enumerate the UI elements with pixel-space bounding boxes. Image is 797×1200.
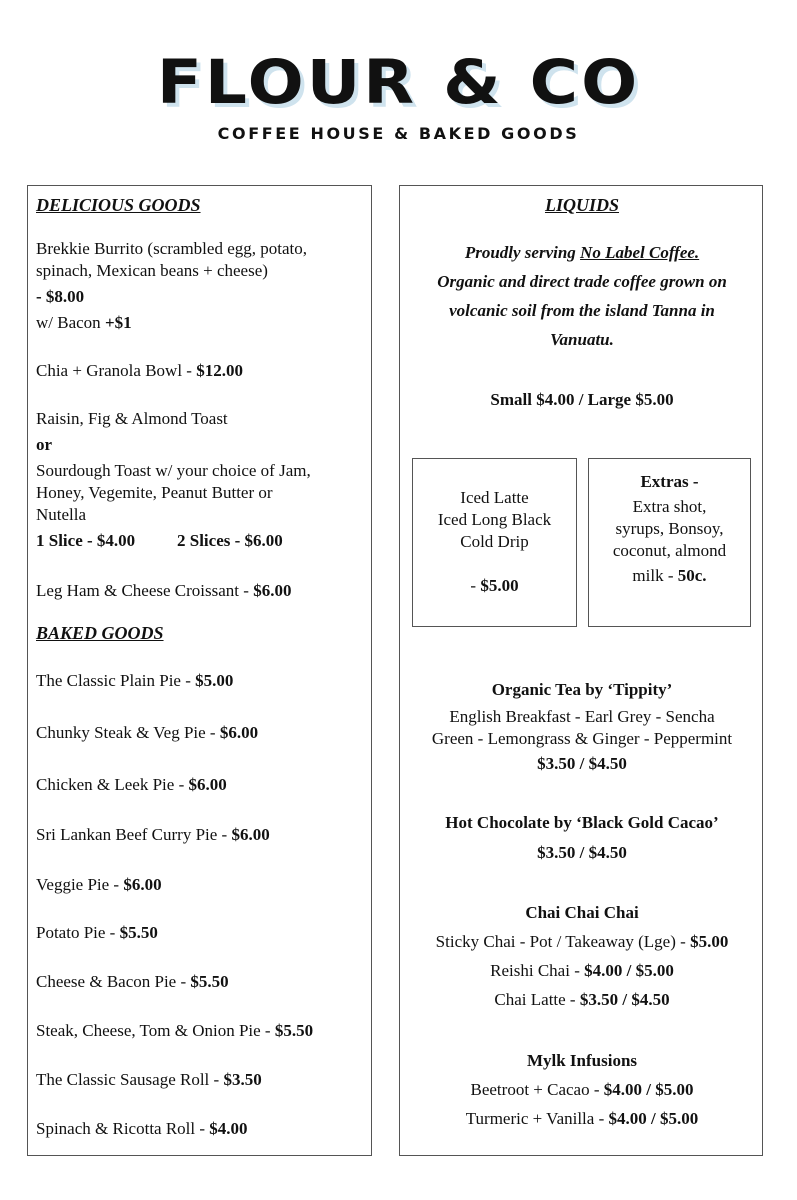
section-title-baked-goods: BAKED GOODS [36, 623, 164, 643]
menu-item-description: spinach, Mexican beans + cheese) [36, 261, 268, 280]
menu-item-addon [36, 312, 132, 334]
menu-item-price: 2 Slices - $6.00 [177, 531, 283, 550]
addon-price: +$1 [104, 313, 132, 332]
tea-title: Organic Tea by ‘Tippity’ [491, 680, 673, 699]
section-title-liquids: LIQUIDS [544, 195, 619, 215]
drink-item: Cold Drip [460, 532, 529, 551]
extras-item: coconut, almond [612, 541, 727, 560]
mylk-price: $4.00 / $5.00 [608, 1109, 699, 1128]
coffee-intro-line: Vanuatu. [550, 330, 614, 349]
extras-price: 50c. [677, 566, 707, 585]
chai-item [400, 931, 764, 953]
mylk-label: Beetroot + Cacao - [470, 1080, 604, 1099]
mylk-item [400, 1108, 764, 1130]
coffee-brand: No Label Coffee. [580, 243, 700, 262]
menu-item-label: Chicken & Leek Pie - [36, 775, 189, 794]
menu-item-price: $12.00 [196, 361, 243, 380]
brand-tagline: COFFEE HOUSE & BAKED GOODS [217, 124, 580, 143]
menu-item-label: Cheese & Bacon Pie - [36, 972, 191, 991]
chai-price: $4.00 / $5.00 [584, 961, 674, 980]
menu-item-label: Chunky Steak & Veg Pie - [36, 723, 220, 742]
menu-item-label: Sri Lankan Beef Curry Pie - [36, 825, 232, 844]
food-menu-panel [27, 185, 372, 1156]
tea-options: English Breakfast - Earl Grey - Sencha [449, 707, 715, 726]
menu-item [36, 922, 158, 944]
menu-item-label: Leg Ham & Cheese Croissant - [36, 581, 254, 600]
drinks-menu-panel [399, 185, 763, 1156]
addon-label: w/ Bacon [36, 313, 105, 332]
menu-item-description: Nutella [36, 505, 87, 524]
menu-item-price: 1 Slice - $4.00 [36, 531, 136, 550]
drink-item: Iced Long Black [437, 510, 552, 529]
menu-item-price: $6.00 [219, 723, 259, 742]
menu-item-price: - $8.00 [36, 287, 85, 306]
extras-label: milk - [632, 566, 678, 585]
price-value: $5.00 [480, 576, 519, 595]
menu-item [36, 722, 258, 744]
chai-item [400, 989, 764, 1011]
menu-item-price: $5.50 [190, 972, 229, 991]
extras-price-line [589, 565, 750, 587]
chai-label: Sticky Chai - Pot / Takeaway (Lge) - [435, 932, 691, 951]
menu-item [36, 874, 162, 896]
menu-item [36, 824, 270, 846]
tea-options: Green - Lemongrass & Ginger - Peppermint [431, 729, 733, 748]
extras-item: syrups, Bonsoy, [615, 519, 724, 538]
menu-item [36, 670, 233, 692]
menu-item-price: $6.00 [253, 581, 292, 600]
chai-label: Reishi Chai - [490, 961, 585, 980]
coffee-intro-line: Organic and direct trade coffee grown on [437, 272, 727, 291]
menu-item-description: Sourdough Toast w/ your choice of Jam, [36, 461, 311, 480]
mylk-price: $4.00 / $5.00 [603, 1080, 694, 1099]
menu-item-price: $5.00 [195, 671, 234, 690]
brand-logo: FLOUR & CO [156, 47, 641, 118]
menu-item [36, 1020, 313, 1042]
mylk-title: Mylk Infusions [526, 1051, 638, 1070]
menu-item [36, 580, 291, 602]
intro-text: Proudly serving [464, 243, 581, 262]
hot-chocolate-title: Hot Chocolate by ‘Black Gold Cacao’ [445, 813, 719, 832]
menu-item-price: $6.00 [123, 875, 162, 894]
coffee-intro-line: volcanic soil from the island Tanna in [449, 301, 715, 320]
extras-box [588, 458, 751, 627]
menu-item-label: Potato Pie - [36, 923, 120, 942]
menu-item-price: $6.00 [188, 775, 227, 794]
menu-item-label: Steak, Cheese, Tom & Onion Pie - [36, 1021, 275, 1040]
tea-price: $3.50 / $4.50 [537, 754, 627, 773]
chai-price: $5.00 [690, 932, 729, 951]
menu-item-label: Spinach & Ricotta Roll - [36, 1119, 210, 1138]
mylk-item [400, 1079, 764, 1101]
menu-item-description: Brekkie Burrito (scrambled egg, potato, [36, 239, 307, 258]
chai-label: Chai Latte - [494, 990, 580, 1009]
extras-item: Extra shot, [632, 497, 707, 516]
drink-price [413, 575, 576, 597]
extras-title: Extras - [640, 472, 699, 491]
hot-chocolate-price: $3.50 / $4.50 [537, 843, 627, 862]
menu-item [36, 971, 229, 993]
menu-item [36, 1118, 248, 1140]
menu-item [36, 360, 243, 382]
chai-price: $3.50 / $4.50 [579, 990, 670, 1009]
menu-item-description: Honey, Vegemite, Peanut Butter or [36, 483, 273, 502]
menu-item-label: Raisin, Fig & Almond Toast [36, 409, 228, 428]
menu-item-price: $5.50 [274, 1021, 314, 1040]
menu-item-price: $3.50 [223, 1070, 262, 1089]
section-title-delicious-goods: DELICIOUS GOODS [36, 195, 201, 215]
menu-item-label: The Classic Sausage Roll - [36, 1070, 224, 1089]
price-prefix: - [470, 576, 481, 595]
chai-item [400, 960, 764, 982]
menu-item-label: Chia + Granola Bowl - [36, 361, 197, 380]
chai-title: Chai Chai Chai [525, 903, 639, 922]
iced-drinks-box [412, 458, 577, 627]
mylk-label: Turmeric + Vanilla - [465, 1109, 609, 1128]
coffee-sizes-price: Small $4.00 / Large $5.00 [490, 390, 674, 409]
menu-item-price: $5.50 [119, 923, 158, 942]
drink-item: Iced Latte [460, 488, 529, 507]
coffee-intro-line [400, 238, 764, 267]
menu-item [36, 774, 227, 796]
menu-item-label: The Classic Plain Pie - [36, 671, 196, 690]
menu-item-label: Veggie Pie - [36, 875, 124, 894]
menu-item-price: $4.00 [209, 1119, 248, 1138]
menu-item [36, 1069, 262, 1091]
menu-or-separator: or [36, 435, 53, 454]
menu-item-price: $6.00 [231, 825, 270, 844]
